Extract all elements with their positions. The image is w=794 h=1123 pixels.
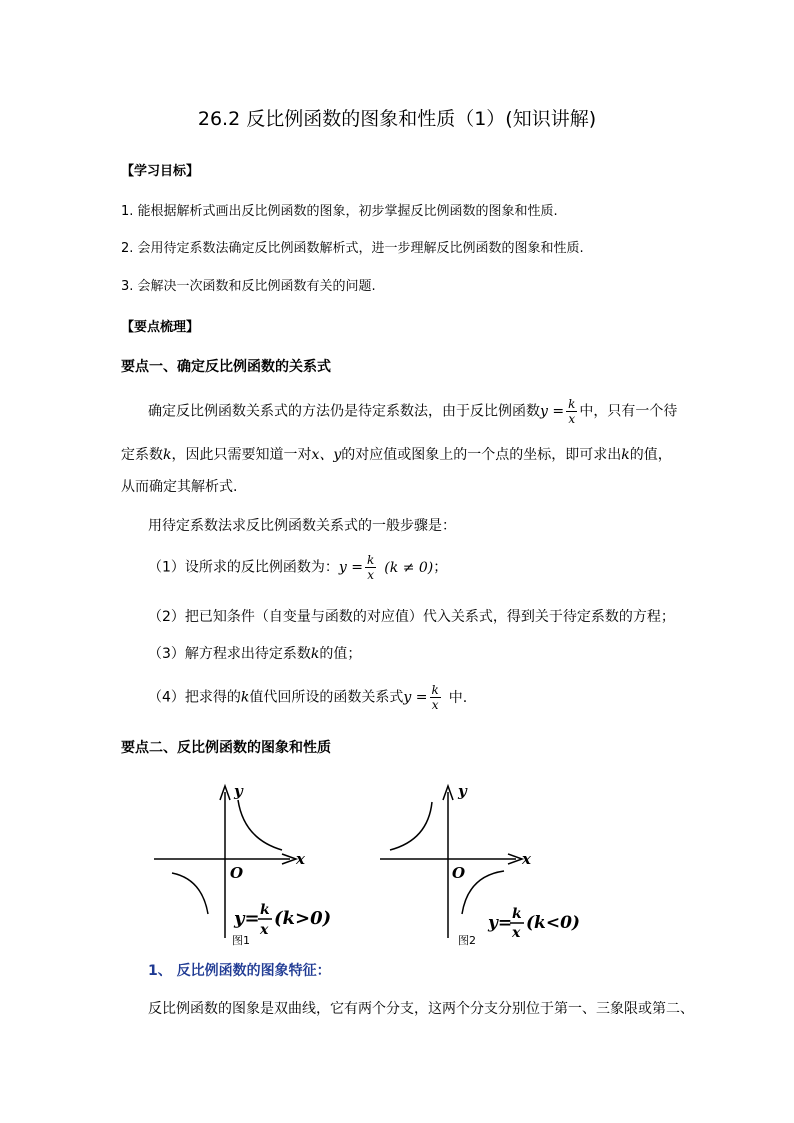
fraction-denominator: x xyxy=(431,698,439,712)
goal-item-3: 3. 会解决一次函数和反比例函数有关的问题. xyxy=(121,279,376,294)
figure-2-graph xyxy=(376,774,606,954)
fraction-k-over-x xyxy=(365,553,376,582)
sub1-heading: 1、 反比例函数的图象特征： xyxy=(148,963,331,979)
steps-intro: 用待定系数法求反比例函数关系式的一般步骤是： xyxy=(148,518,456,534)
text: ，因此只需要知道一对 xyxy=(171,447,312,463)
fraction-numerator: k xyxy=(431,683,439,697)
figure-1-caption: 图1 xyxy=(232,934,250,947)
math-y-eq: y = xyxy=(338,559,364,576)
text: （3）解方程求出待定系数 xyxy=(148,646,311,662)
math-k: k xyxy=(240,689,250,706)
figure-1-graph xyxy=(150,774,360,954)
fraction-k-over-x xyxy=(430,683,441,712)
text: 中，只有一个待 xyxy=(579,403,678,420)
x-axis-label: x xyxy=(522,850,531,868)
origin-label: O xyxy=(230,864,244,882)
math-k: k xyxy=(310,646,320,662)
x-axis-label: x xyxy=(296,850,305,868)
text: 值代回所设的函数关系式 xyxy=(249,689,404,706)
formula-denominator: x xyxy=(512,925,521,941)
fraction-denominator: x xyxy=(568,412,576,426)
formula-numerator: k xyxy=(260,902,270,918)
section-key-points: 【要点梳理】 xyxy=(121,320,200,335)
math-condition: (k ≠ 0) xyxy=(384,559,434,576)
fraction-numerator: k xyxy=(568,397,576,411)
section-learning-goals: 【学习目标】 xyxy=(121,164,200,179)
text: 的值， xyxy=(629,447,672,463)
text: （1）设所求的反比例函数为： xyxy=(148,559,339,576)
formula-y: y= xyxy=(488,913,513,933)
sub1-text: 反比例函数的图象是双曲线，它有两个分支，这两个分支分别位于第一、三象限或第二、 xyxy=(148,1001,694,1017)
goal-item-2: 2. 会用待定系数法确定反比例函数解析式，进一步理解反比例函数的图象和性质. xyxy=(121,241,584,256)
y-axis-label: y xyxy=(234,782,243,800)
point1-paragraph-line2 xyxy=(121,444,672,464)
formula-denominator: x xyxy=(260,922,269,938)
math-y-eq: y = xyxy=(403,689,428,706)
hyperbola-branch-quadrant-3 xyxy=(172,873,208,914)
point1-heading: 要点一、确定反比例函数的关系式 xyxy=(121,359,331,375)
hyperbola-branch-quadrant-2 xyxy=(390,802,432,850)
goal-item-1: 1. 能根据解析式画出反比例函数的图象，初步掌握反比例函数的图象和性质. xyxy=(121,204,558,219)
formula-y: y= xyxy=(234,908,260,929)
text: 的对应值或图象上的一个点的坐标，即可求出 xyxy=(341,447,622,463)
text: （4）把求得的 xyxy=(148,689,241,706)
fraction-denominator: x xyxy=(367,568,375,582)
formula-condition: (k>0) xyxy=(274,908,332,929)
point1-paragraph-line1 xyxy=(148,397,677,426)
formula-condition: (k<0) xyxy=(526,913,580,933)
hyperbola-branch-quadrant-1 xyxy=(238,800,282,850)
math-k: k xyxy=(621,447,630,463)
point1-paragraph-line3: 从而确定其解析式. xyxy=(121,479,238,495)
math-x-y: x、y xyxy=(311,447,342,463)
y-axis-label: y xyxy=(458,782,467,800)
figure-2-caption: 图2 xyxy=(458,934,476,947)
point2-heading: 要点二、反比例函数的图象和性质 xyxy=(121,740,331,756)
text: 的值； xyxy=(319,646,362,662)
step-3 xyxy=(148,643,361,663)
fraction-k-over-x xyxy=(566,397,577,426)
formula-numerator: k xyxy=(512,906,522,922)
math-k: k xyxy=(163,447,172,463)
math-y-eq: y = xyxy=(540,403,565,420)
text: ； xyxy=(433,559,448,576)
text: 定系数 xyxy=(121,447,163,463)
page-title: 26.2 反比例函数的图象和性质（1）(知识讲解) xyxy=(197,108,597,130)
origin-label: O xyxy=(452,864,466,882)
text: 确定反比例函数关系式的方法仍是待定系数法，由于反比例函数 xyxy=(148,403,540,420)
text: 中. xyxy=(448,689,468,706)
hyperbola-branch-quadrant-4 xyxy=(462,871,504,914)
fraction-numerator: k xyxy=(367,553,375,567)
step-2: （2）把已知条件（自变量与函数的对应值）代入关系式，得到关于待定系数的方程； xyxy=(148,609,675,625)
step-4 xyxy=(148,683,467,712)
step-1 xyxy=(148,553,447,582)
